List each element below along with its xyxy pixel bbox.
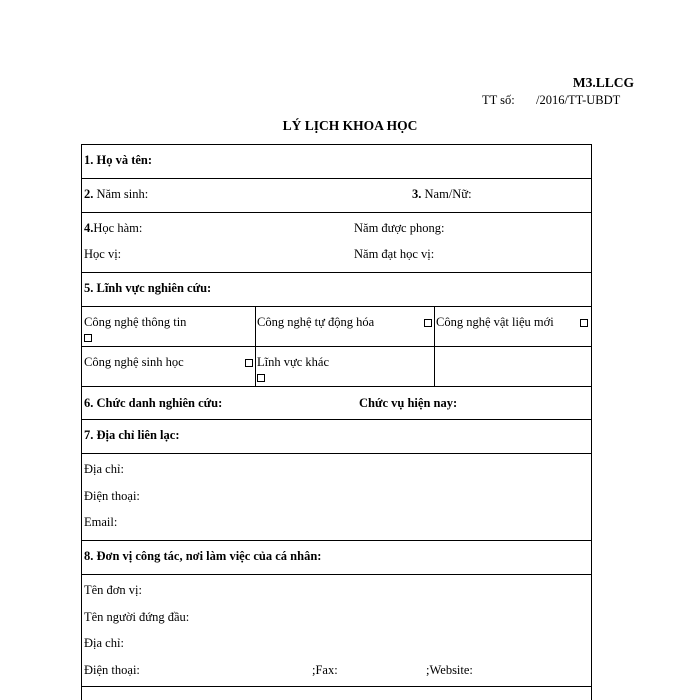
unit-phone-label[interactable]: Điện thoại: <box>84 663 140 677</box>
research-field-title: 5. Lĩnh vực nghiên cứu: <box>84 281 212 295</box>
row-divider <box>81 574 592 575</box>
unit-head-label[interactable]: Tên người đứng đầu: <box>84 610 190 624</box>
section-number: 3. <box>412 187 422 201</box>
academic-title-label: Học hàm: <box>93 221 143 235</box>
unit-website-label[interactable]: ;Website: <box>426 663 473 677</box>
gender-label: Nam/Nữ: <box>424 187 472 201</box>
contact-phone-label[interactable]: Điện thoại: <box>84 489 140 503</box>
row-divider <box>81 178 592 179</box>
section-number: 4. <box>84 221 94 235</box>
field-option-label: Công nghệ tự động hóa <box>257 315 375 329</box>
row-divider <box>81 272 592 273</box>
form-code: M3.LLCG <box>572 75 634 90</box>
page-title: LÝ LỊCH KHOA HỌC <box>282 118 418 133</box>
research-title-label[interactable]: 6. Chức danh nghiên cứu: <box>84 396 223 410</box>
birth-year-field[interactable] <box>84 187 148 202</box>
academic-title-field[interactable] <box>84 221 142 236</box>
contact-address-title: 7. Địa chỉ liên lạc: <box>84 428 180 442</box>
workplace-title: 8. Đơn vị công tác, nơi làm việc của cá nhân: <box>84 549 322 563</box>
checkbox-icon[interactable] <box>257 374 265 382</box>
unit-fax-label[interactable]: ;Fax: <box>312 663 338 677</box>
unit-name-label[interactable]: Tên đơn vị: <box>84 583 142 597</box>
row-divider <box>81 386 592 387</box>
row-divider <box>81 346 592 347</box>
gender-field[interactable] <box>412 187 472 202</box>
section-number: 1. <box>84 153 94 167</box>
contact-email-label[interactable]: Email: <box>84 515 118 529</box>
row-divider <box>81 212 592 213</box>
contact-address-label[interactable]: Địa chỉ: <box>84 462 124 476</box>
field-option-label: Công nghệ vật liệu mới <box>436 315 554 329</box>
table-right-border <box>591 144 592 700</box>
field-option-it[interactable] <box>84 315 186 330</box>
unit-address-label[interactable]: Địa chỉ: <box>84 636 124 650</box>
row-divider <box>81 540 592 541</box>
checkbox-icon[interactable] <box>424 319 432 327</box>
table-left-border <box>81 144 82 700</box>
field-option-materials[interactable] <box>436 315 554 330</box>
current-position-label[interactable]: Chức vụ hiện nay: <box>359 396 458 410</box>
field-option-label: Công nghệ thông tin <box>84 315 187 329</box>
field-option-automation[interactable] <box>257 315 374 330</box>
birth-year-label: Năm sinh: <box>96 187 149 201</box>
field-option-label: Công nghệ sinh học <box>84 355 184 369</box>
field-option-label: Lĩnh vực khác <box>257 355 330 369</box>
row-divider <box>81 144 592 145</box>
checkbox-icon[interactable] <box>245 359 253 367</box>
row-divider <box>81 453 592 454</box>
title-year-label[interactable]: Năm được phong: <box>354 221 445 235</box>
circular-number: /2016/TT-UBDT <box>536 93 621 107</box>
field-option-biotech[interactable] <box>84 355 184 370</box>
degree-label[interactable]: Học vị: <box>84 247 122 261</box>
section-number: 2. <box>84 187 94 201</box>
checkbox-icon[interactable] <box>84 334 92 342</box>
row-divider <box>81 686 592 687</box>
full-name-label: Họ và tên: <box>96 153 153 167</box>
row-divider <box>81 306 592 307</box>
field-column-divider <box>255 306 256 386</box>
circular-label: TT số: <box>482 93 515 107</box>
field-option-other[interactable] <box>257 355 329 370</box>
full-name-field[interactable] <box>84 153 152 168</box>
field-column-divider <box>434 306 435 386</box>
degree-year-label[interactable]: Năm đạt học vị: <box>354 247 435 261</box>
checkbox-icon[interactable] <box>580 319 588 327</box>
row-divider <box>81 419 592 420</box>
